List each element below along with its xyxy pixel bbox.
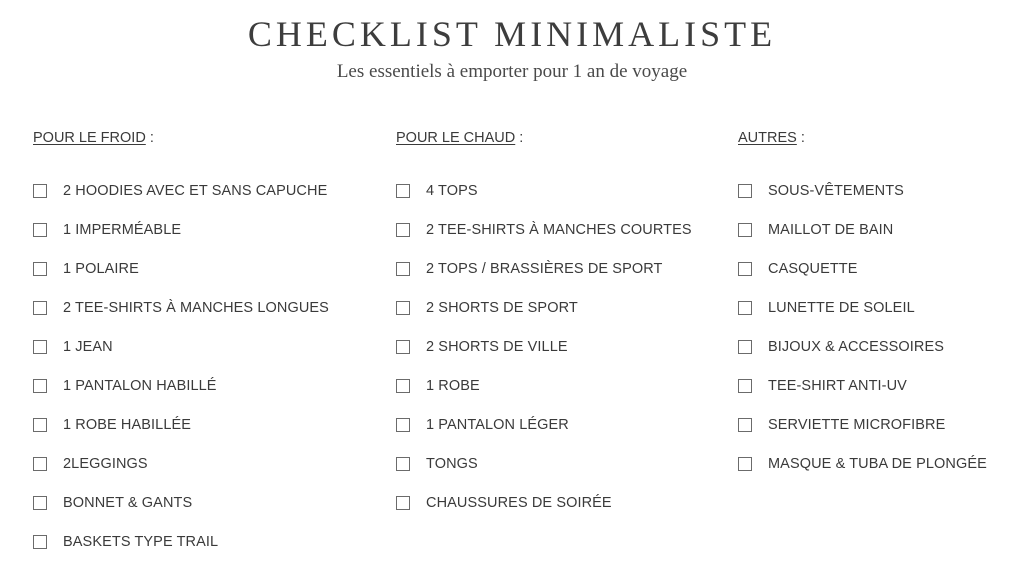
column-header-suffix: : xyxy=(515,130,524,146)
checkbox[interactable] xyxy=(738,262,752,276)
checklist-item-label: 2 TOPS / BRASSIÈRES DE SPORT xyxy=(426,260,663,277)
checklist-item-label: 2 SHORTS DE VILLE xyxy=(426,338,568,355)
checklist-item-label: 4 TOPS xyxy=(426,182,478,199)
checklist-item[interactable] xyxy=(396,366,692,405)
checklist-item[interactable] xyxy=(738,327,987,366)
checklist-item-label: LUNETTE DE SOLEIL xyxy=(768,299,915,316)
checklist-item[interactable] xyxy=(396,249,692,288)
checklist-item-label: 1 JEAN xyxy=(63,338,113,355)
checklist xyxy=(738,171,987,483)
checkbox[interactable] xyxy=(396,301,410,315)
checklist-item-label: TEE-SHIRT ANTI-UV xyxy=(768,377,907,394)
checklist-item[interactable] xyxy=(738,288,987,327)
checklist-item-label: BASKETS TYPE TRAIL xyxy=(63,533,219,550)
checklist-item[interactable] xyxy=(396,405,692,444)
checkbox[interactable] xyxy=(33,379,47,393)
column-header xyxy=(33,128,329,148)
checklist-item[interactable] xyxy=(33,522,329,561)
checkbox[interactable] xyxy=(33,223,47,237)
checklist-item-label: 2LEGGINGS xyxy=(63,455,148,472)
checkbox[interactable] xyxy=(33,457,47,471)
checklist-item-label: MASQUE & TUBA DE PLONGÉE xyxy=(768,455,987,472)
checklist-item[interactable] xyxy=(33,210,329,249)
checkbox[interactable] xyxy=(738,184,752,198)
checklist-item[interactable] xyxy=(738,366,987,405)
checkbox[interactable] xyxy=(738,301,752,315)
checklist xyxy=(396,171,692,522)
checkbox[interactable] xyxy=(33,262,47,276)
checklist-item-label: SERVIETTE MICROFIBRE xyxy=(768,416,946,433)
checkbox[interactable] xyxy=(396,184,410,198)
checklist-item[interactable] xyxy=(738,171,987,210)
checkbox[interactable] xyxy=(33,184,47,198)
checkbox[interactable] xyxy=(33,301,47,315)
column-other xyxy=(738,128,987,483)
column-header-suffix: : xyxy=(796,130,805,146)
checklist-item-label: CASQUETTE xyxy=(768,260,858,277)
checklist xyxy=(33,171,329,561)
checklist-item[interactable] xyxy=(396,483,692,522)
checklist-item-label: 2 HOODIES AVEC ET SANS CAPUCHE xyxy=(63,182,328,199)
checklist-item-label: MAILLOT DE BAIN xyxy=(768,221,894,238)
checkbox[interactable] xyxy=(738,379,752,393)
checklist-item-label: 1 PANTALON HABILLÉ xyxy=(63,377,217,394)
checklist-item[interactable] xyxy=(396,327,692,366)
checklist-item-label: TONGS xyxy=(426,455,478,472)
checkbox[interactable] xyxy=(396,379,410,393)
checkbox[interactable] xyxy=(396,223,410,237)
checkbox[interactable] xyxy=(396,262,410,276)
column-header xyxy=(396,128,692,148)
checklist-item[interactable] xyxy=(33,327,329,366)
checklist-item[interactable] xyxy=(33,249,329,288)
checklist-item-label: 1 ROBE xyxy=(426,377,480,394)
checkbox[interactable] xyxy=(738,418,752,432)
checkbox[interactable] xyxy=(738,340,752,354)
checklist-item[interactable] xyxy=(738,405,987,444)
checklist-item[interactable] xyxy=(396,288,692,327)
checklist-item-label: 1 IMPERMÉABLE xyxy=(63,221,182,238)
checkbox[interactable] xyxy=(738,223,752,237)
column-header-label: AUTRES xyxy=(738,130,797,146)
checkbox[interactable] xyxy=(33,535,47,549)
checklist-item-label: BIJOUX & ACCESSOIRES xyxy=(768,338,945,355)
checklist-item[interactable] xyxy=(396,444,692,483)
checklist-item-label: CHAUSSURES DE SOIRÉE xyxy=(426,494,612,511)
checklist-item-label: 2 SHORTS DE SPORT xyxy=(426,299,578,316)
checklist-item[interactable] xyxy=(33,405,329,444)
checkbox[interactable] xyxy=(33,496,47,510)
page-title: CHECKLIST MINIMALISTE xyxy=(247,14,777,54)
checklist-item[interactable] xyxy=(738,444,987,483)
column-header xyxy=(738,128,987,148)
checkbox[interactable] xyxy=(33,418,47,432)
checklist-item-label: 2 TEE-SHIRTS À MANCHES COURTES xyxy=(426,221,692,238)
checklist-item[interactable] xyxy=(33,444,329,483)
checklist-item-label: SOUS-VÊTEMENTS xyxy=(768,182,904,199)
checkbox[interactable] xyxy=(738,457,752,471)
checklist-item[interactable] xyxy=(33,171,329,210)
page-subtitle: Les essentiels à emporter pour 1 an de voyage xyxy=(336,61,688,82)
column-header-label: POUR LE FROID xyxy=(33,130,146,146)
checkbox[interactable] xyxy=(396,496,410,510)
checkbox[interactable] xyxy=(33,340,47,354)
checklist-item-label: 1 PANTALON LÉGER xyxy=(426,416,569,433)
checkbox[interactable] xyxy=(396,340,410,354)
checkbox[interactable] xyxy=(396,418,410,432)
checklist-item[interactable] xyxy=(33,366,329,405)
checklist-item[interactable] xyxy=(33,483,329,522)
checklist-item[interactable] xyxy=(33,288,329,327)
column-cold xyxy=(33,128,329,561)
checklist-item[interactable] xyxy=(396,171,692,210)
checklist-item-label: 1 ROBE HABILLÉE xyxy=(63,416,192,433)
column-header-suffix: : xyxy=(145,130,154,146)
column-warm xyxy=(396,128,692,522)
checklist-item[interactable] xyxy=(396,210,692,249)
checklist-item-label: BONNET & GANTS xyxy=(63,494,193,511)
checklist-item[interactable] xyxy=(738,249,987,288)
checklist-item-label: 2 TEE-SHIRTS À MANCHES LONGUES xyxy=(63,299,329,316)
checklist-item[interactable] xyxy=(738,210,987,249)
column-header-label: POUR LE CHAUD xyxy=(396,130,516,146)
checklist-item-label: 1 POLAIRE xyxy=(63,260,139,277)
checkbox[interactable] xyxy=(396,457,410,471)
